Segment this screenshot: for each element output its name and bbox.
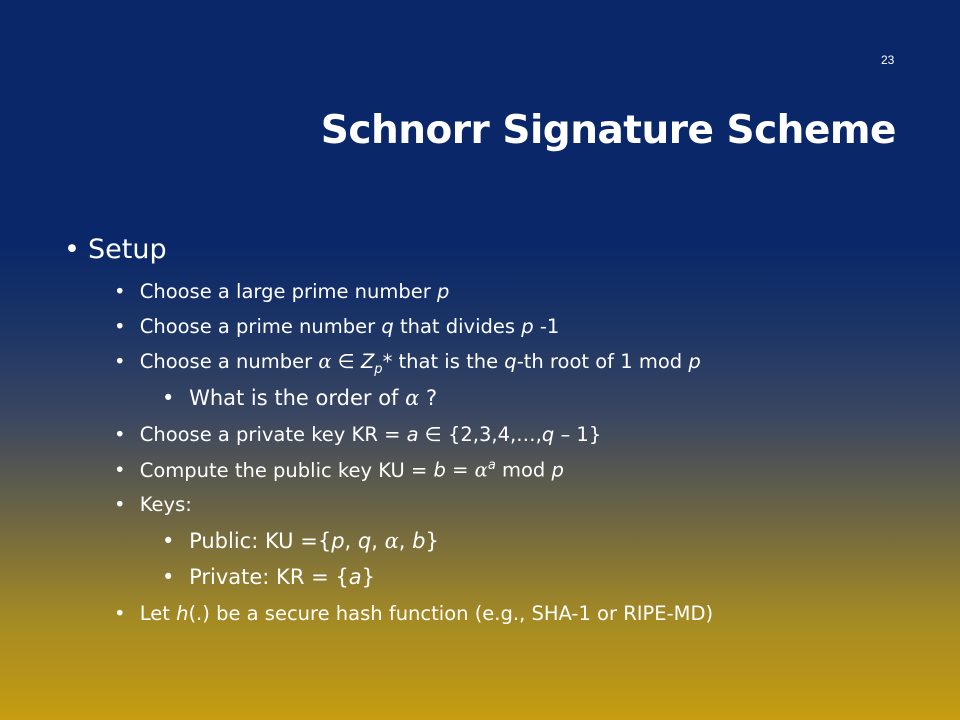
bullet-private-key: • Choose a private key KR = a ∈ {2,3,4,…,q – 1} [114, 423, 602, 446]
bullet-public: • Public: KU ={p, q, α, b} [162, 529, 439, 553]
page-number: 23 [881, 53, 895, 67]
bullet-dot: • [114, 602, 126, 625]
alpha-symbol: α [318, 350, 332, 373]
slide-title: Schnorr Signature Scheme [320, 108, 896, 153]
bullet-private: • Private: KR = {a} [162, 565, 375, 589]
bullet-public-key: • Compute the public key KU = $b = \alpha^a$ mod p [114, 458, 564, 482]
bullet-dot: • [162, 529, 175, 553]
bullet-order-question: • What is the order of α ? [162, 386, 438, 410]
bullet-hash: • Let h(.) be a secure hash function (e.g., SHA-1 or RIPE-MD) [114, 602, 714, 625]
bullet-dot: • [64, 234, 80, 265]
alpha-symbol: α [474, 458, 488, 482]
bullet-dot: • [162, 565, 175, 589]
bullet-dot: • [162, 386, 175, 410]
bullet-choose-alpha: • Choose a number α ∈ $Z_p*$ that is the q-th root of 1 mod p [114, 350, 701, 377]
bullet-dot: • [114, 315, 126, 338]
bullet-dot: • [114, 423, 126, 446]
bullet-choose-p: • Choose a large prime number p [114, 280, 450, 303]
bullet-dot: • [114, 350, 126, 373]
alpha-symbol: α [384, 529, 399, 553]
setup-heading: Setup [88, 234, 167, 265]
alpha-symbol: α [405, 386, 420, 410]
bullet-dot: • [114, 458, 126, 482]
bullet-choose-q: • Choose a prime number q that divides p -1 [114, 315, 560, 338]
bullet-dot: • [114, 280, 126, 303]
bullet-keys: • Keys: [114, 493, 192, 516]
bullet-dot: • [114, 493, 126, 516]
